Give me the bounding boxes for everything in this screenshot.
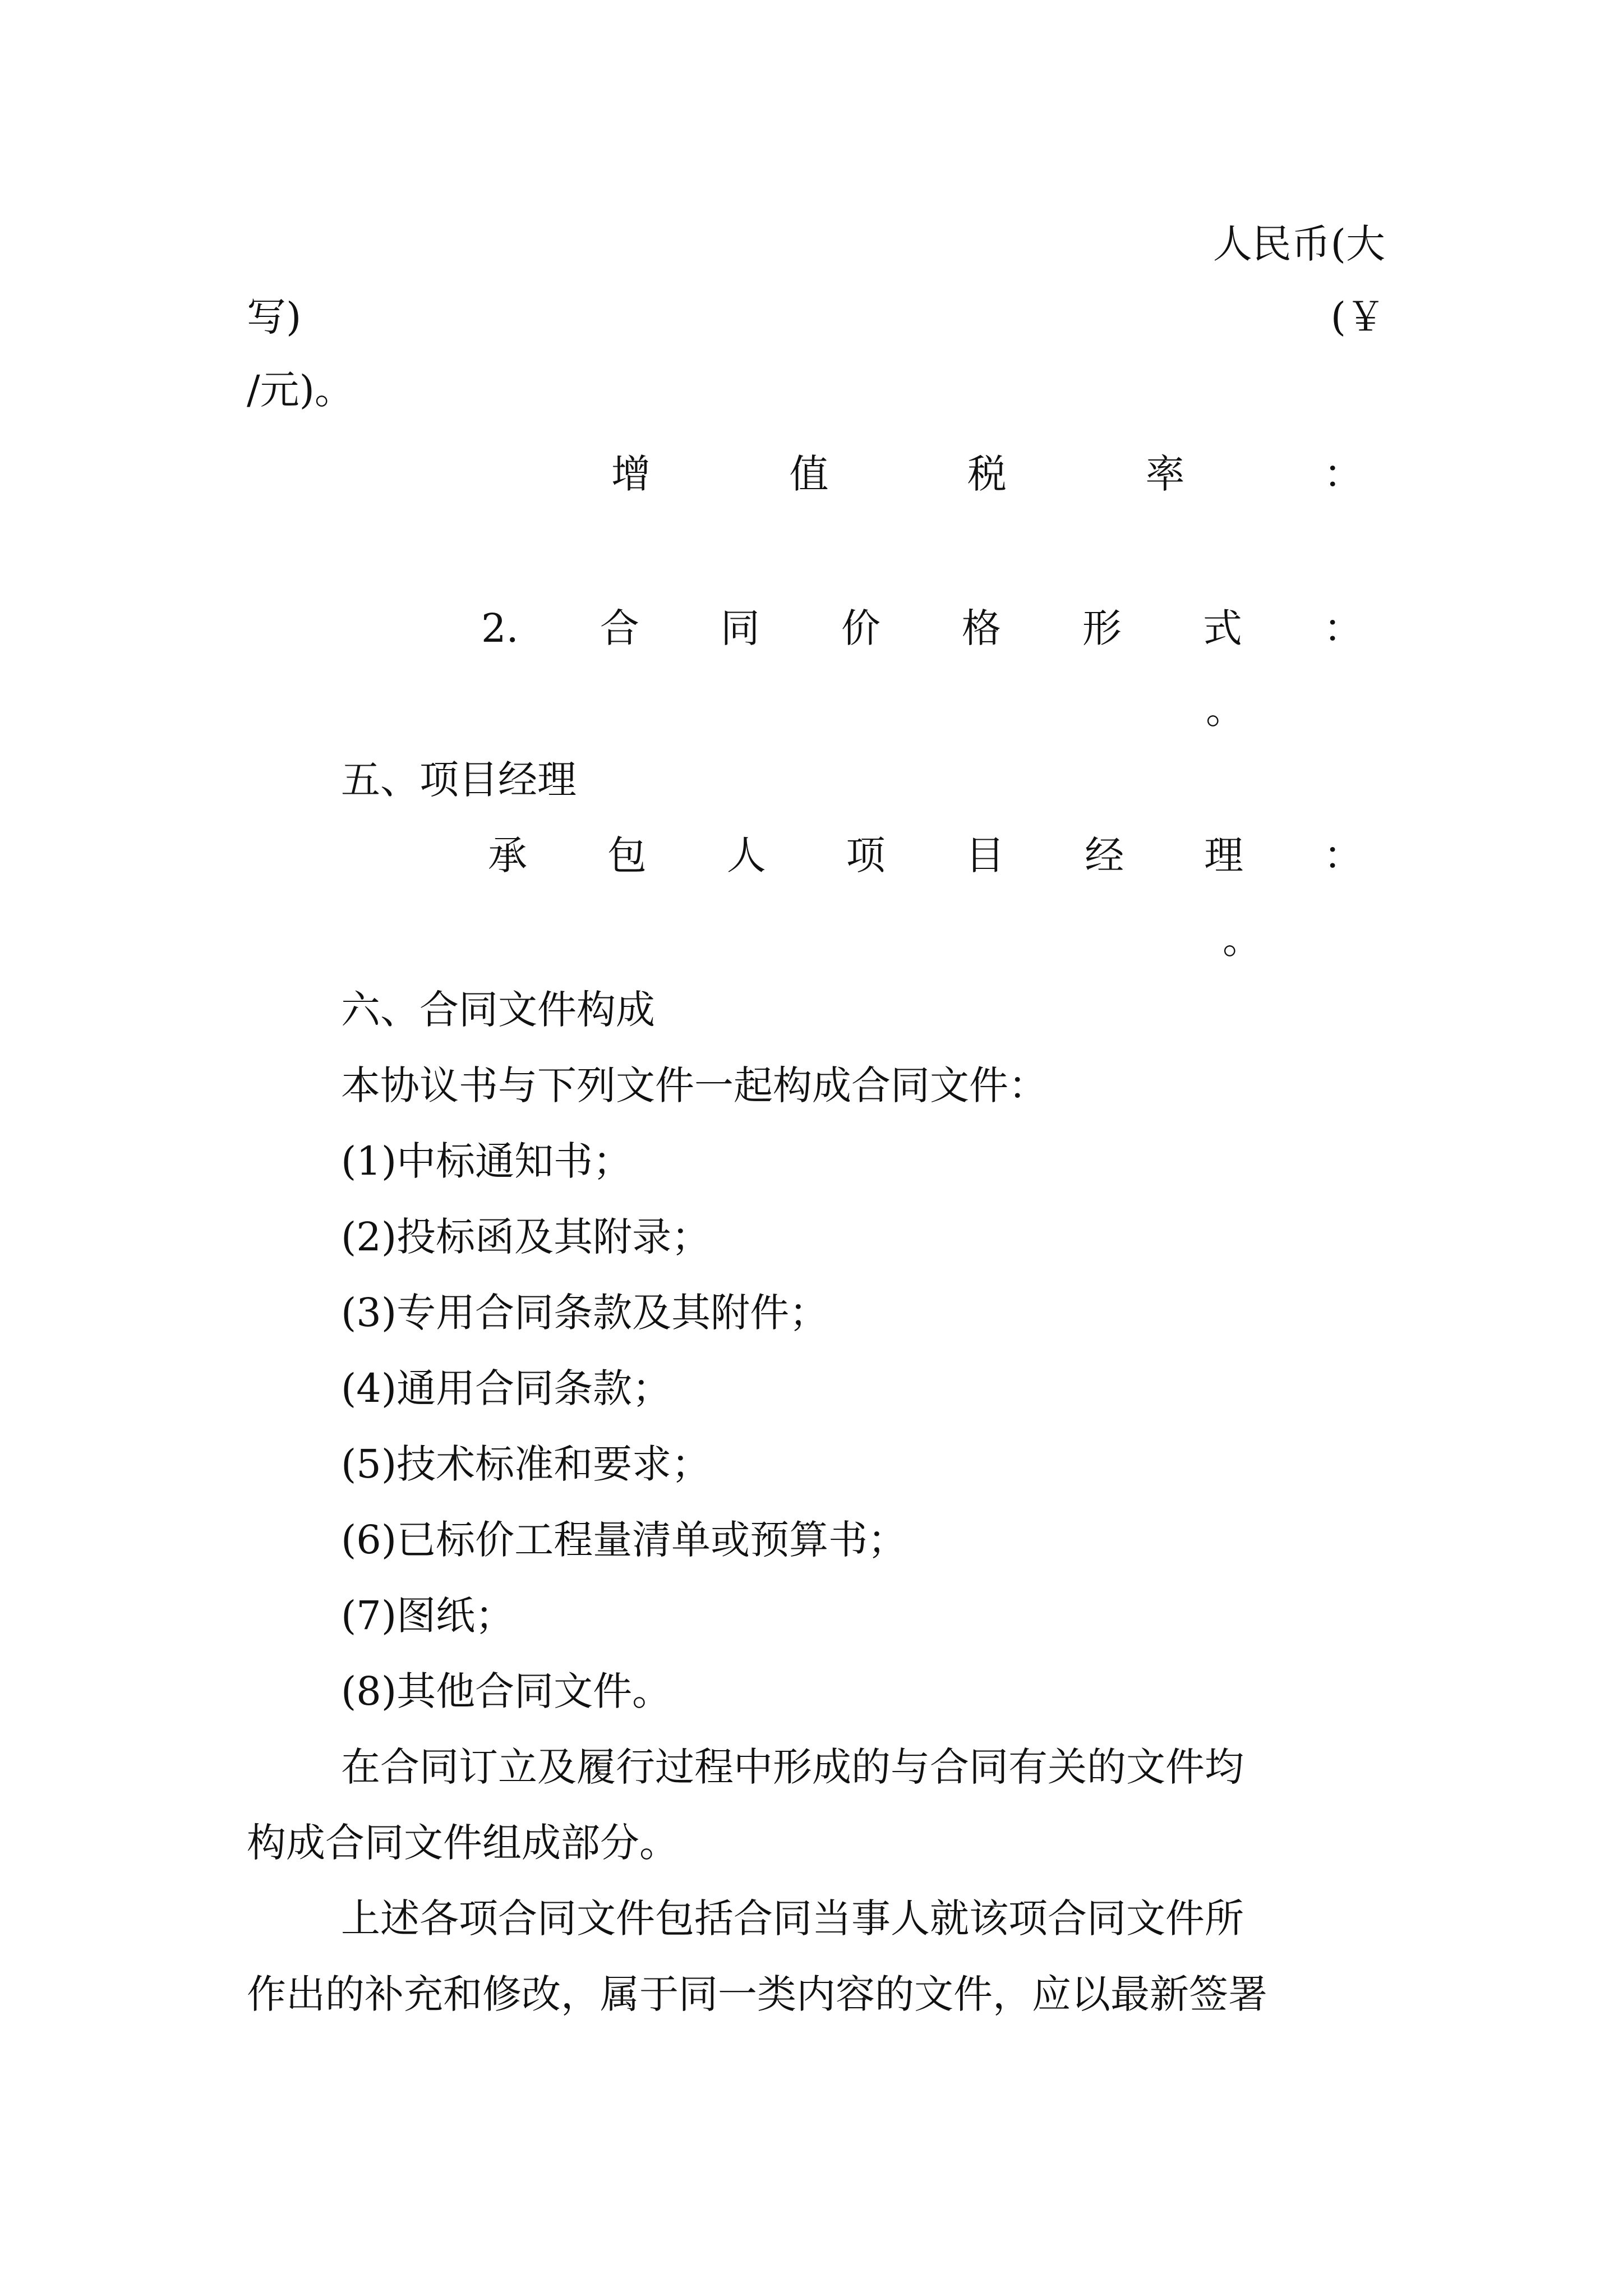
list-item: (8)其他合同文件。 <box>341 1668 672 1714</box>
vat-colon: ： <box>1324 451 1363 497</box>
vat-char: 税 <box>967 451 1007 497</box>
paragraph-2-line-1: 上述各项合同文件包括合同当事人就该项合同文件所 <box>341 1895 1244 1941</box>
price-form-char: 格 <box>961 605 1001 651</box>
yuan-suffix-line <box>247 359 1385 421</box>
paragraph-1-line-2: 构成合同文件组成部分。 <box>247 1820 679 1866</box>
rmb-suffix: 写) <box>247 294 302 340</box>
vat-rate-line <box>611 443 1363 505</box>
list-item: (6)已标价工程量清单或预算书； <box>341 1517 907 1563</box>
list-item: (2)投标函及其附录； <box>341 1214 711 1260</box>
list-item: (4)通用合同条款； <box>341 1365 672 1411</box>
price-form-line <box>481 597 1363 659</box>
project-manager-end: 。 <box>1223 917 1262 963</box>
list-item: (1)中标通知书； <box>341 1138 633 1184</box>
vat-char: 值 <box>789 451 829 497</box>
list-item: (3)专用合同条款及其附件； <box>341 1290 829 1336</box>
rmb-amount-line <box>247 213 1385 275</box>
list-item: (5)技术标准和要求； <box>341 1441 711 1487</box>
pm-char: 项 <box>846 832 886 878</box>
pm-colon: ： <box>1323 832 1363 878</box>
list-item: (7)图纸； <box>341 1593 515 1639</box>
paragraph-2-line-2: 作出的补充和修改，属于同一类内容的文件，应以最新签署 <box>247 1971 1267 2017</box>
pm-char: 人 <box>726 832 766 878</box>
yuan-prefix: (￥ <box>1330 294 1385 340</box>
price-form-char: 式 <box>1202 605 1242 651</box>
price-form-number: 2. <box>481 605 519 651</box>
price-form-char: 同 <box>720 605 760 651</box>
price-form-colon: ： <box>1323 605 1363 651</box>
project-manager-line <box>488 825 1363 886</box>
pm-char: 理 <box>1204 832 1244 878</box>
pm-char: 承 <box>488 832 527 878</box>
pm-char: 包 <box>607 832 647 878</box>
vat-char: 率 <box>1145 451 1185 497</box>
rmb-prefix: 人民币(大 <box>1212 221 1385 267</box>
vat-char: 增 <box>611 451 651 497</box>
section6-intro: 本协议书与下列文件一起构成合同文件： <box>341 1062 1048 1108</box>
price-form-end: 。 <box>1206 687 1245 733</box>
section5-heading: 五、项目经理 <box>341 757 577 803</box>
pm-char: 目 <box>965 832 1005 878</box>
price-form-char: 形 <box>1082 605 1122 651</box>
yuan-suffix: /元)。 <box>247 367 354 413</box>
paragraph-1-line-1: 在合同订立及履行过程中形成的与合同有关的文件均 <box>341 1744 1244 1790</box>
amount-words-line <box>247 286 1385 348</box>
price-form-char: 价 <box>841 605 880 651</box>
price-form-char: 合 <box>600 605 639 651</box>
pm-char: 经 <box>1085 832 1124 878</box>
section6-heading: 六、合同文件构成 <box>341 987 655 1033</box>
